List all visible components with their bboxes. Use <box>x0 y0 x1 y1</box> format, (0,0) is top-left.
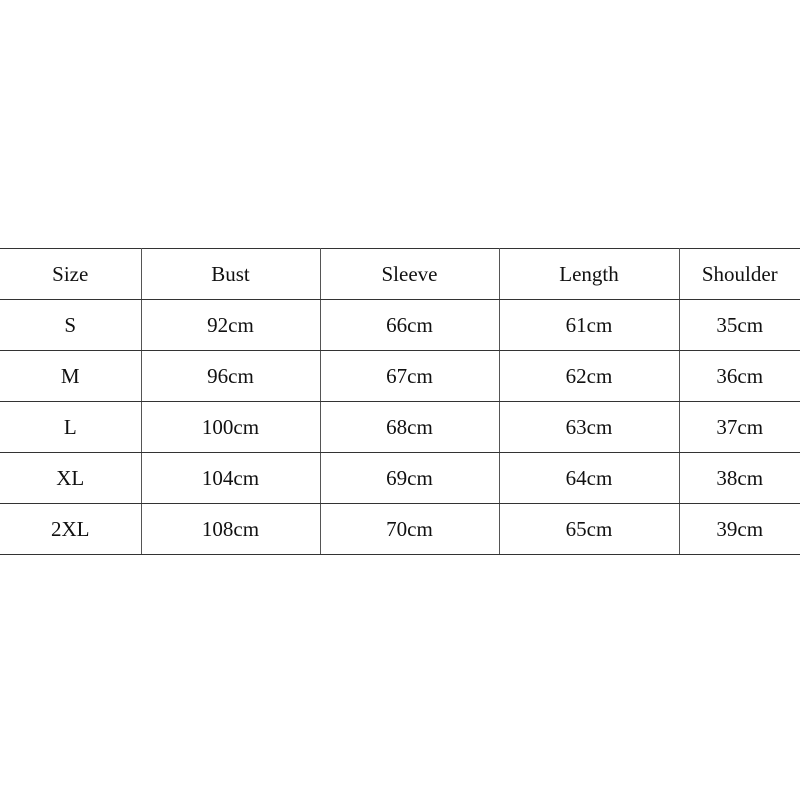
cell-length: 65cm <box>499 504 679 555</box>
cell-sleeve: 66cm <box>320 300 499 351</box>
header-shoulder: Shoulder <box>679 249 800 300</box>
header-size: Size <box>0 249 141 300</box>
header-sleeve: Sleeve <box>320 249 499 300</box>
cell-shoulder: 39cm <box>679 504 800 555</box>
cell-sleeve: 69cm <box>320 453 499 504</box>
header-length: Length <box>499 249 679 300</box>
cell-sleeve: 67cm <box>320 351 499 402</box>
cell-size: XL <box>0 453 141 504</box>
cell-length: 63cm <box>499 402 679 453</box>
size-chart-table <box>0 248 800 555</box>
cell-size: S <box>0 300 141 351</box>
cell-sleeve: 68cm <box>320 402 499 453</box>
table-row <box>0 453 800 504</box>
cell-shoulder: 36cm <box>679 351 800 402</box>
cell-bust: 96cm <box>141 351 320 402</box>
cell-size: L <box>0 402 141 453</box>
cell-bust: 92cm <box>141 300 320 351</box>
cell-length: 62cm <box>499 351 679 402</box>
cell-shoulder: 38cm <box>679 453 800 504</box>
cell-length: 61cm <box>499 300 679 351</box>
table-row <box>0 402 800 453</box>
cell-bust: 104cm <box>141 453 320 504</box>
cell-size: 2XL <box>0 504 141 555</box>
cell-bust: 108cm <box>141 504 320 555</box>
cell-shoulder: 37cm <box>679 402 800 453</box>
cell-bust: 100cm <box>141 402 320 453</box>
table-row <box>0 504 800 555</box>
table-row <box>0 351 800 402</box>
cell-sleeve: 70cm <box>320 504 499 555</box>
cell-shoulder: 35cm <box>679 300 800 351</box>
cell-length: 64cm <box>499 453 679 504</box>
table-row <box>0 300 800 351</box>
header-bust: Bust <box>141 249 320 300</box>
cell-size: M <box>0 351 141 402</box>
table-header-row <box>0 249 800 300</box>
